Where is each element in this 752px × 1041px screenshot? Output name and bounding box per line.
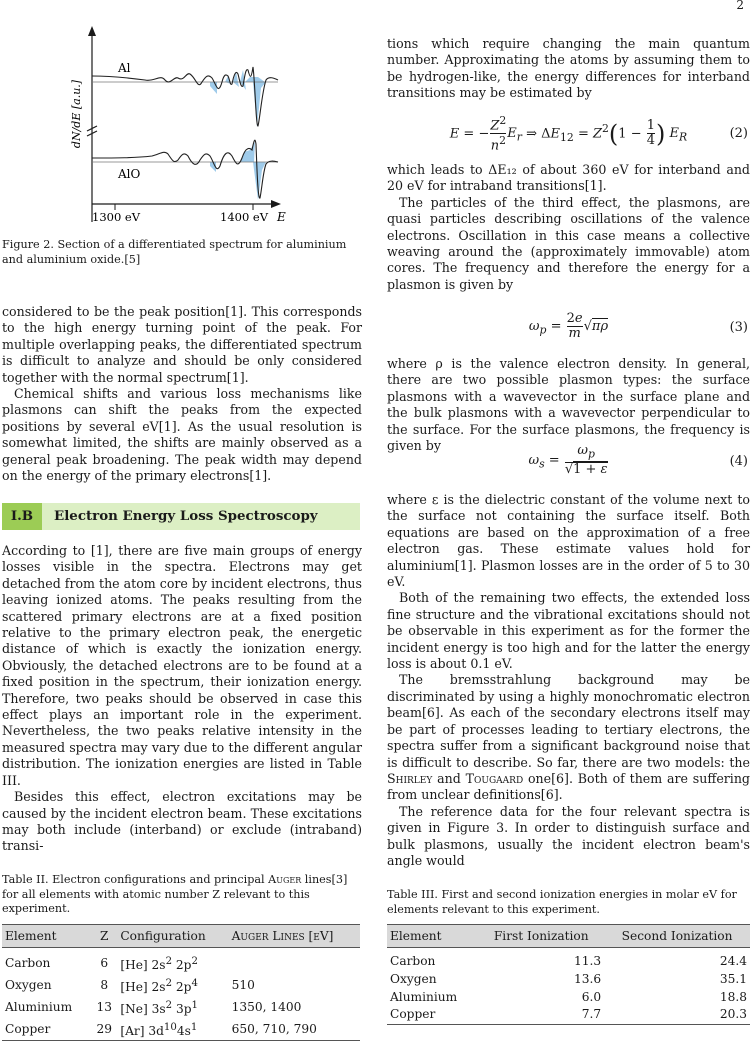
al-spectrum [92, 67, 278, 127]
right-p4: where ρ is the valence electron density. In general, there are two possible plasmon types: the surface plasmons with a wavevector in the surface plane and the bulk plasmons with a wavevector perpendicular to the surface. For the surface plasmons, the frequency is given by [387, 356, 750, 454]
table-row: Carbon 11.3 24.4 [390, 954, 747, 968]
column-header: Second Ionization [604, 925, 750, 948]
column-header: First Ionization [478, 925, 604, 948]
paragraph: According to [1], there are five main groups of energy losses visible in the spectra. Electrons may get detached from the atom core by incident electrons, thus leaving ionized atoms. The peaks resulting from the scattered primary electrons are at a fixed position relative to the primary electron peak, the energetic distance of which is exactly the ionization energy. Obviously, the detached electrons are to be found at a fixed position in the spectrum, their ionization energy. Therefore, two peaks should be observed in case this effect plays an important role in the experiment. Nevertheless, the two peaks relative intensity in the measured spectra may vary due to the different angular distribution. The ionization energies are listed in Table III. [2, 543, 362, 788]
table-row: Aluminium 6.0 18.8 [390, 989, 747, 1004]
table-row: Copper 29 [Ar] $3d^{10}4s^1$ 650, 710, 790 [2, 1019, 360, 1041]
left-column-bottom [2, 543, 362, 855]
equation-number: (3) [729, 320, 748, 335]
section-title: Electron Energy Loss Spectroscopy [54, 508, 318, 524]
column-header: Z [91, 925, 117, 948]
equation-number: (4) [729, 454, 748, 469]
equation-2: E = − $\frac{Z^2}{n^2}$ $E_r$ ⇒ $\Delta E_{12} = Z^2(1$ − $\frac{1}{4}$ ) $E_R$ (2) [449, 114, 748, 154]
column-header: Configuration [117, 925, 228, 948]
page-number: 2 [736, 0, 744, 12]
table-ii [2, 924, 360, 1041]
al-label: Al [118, 61, 131, 75]
table-row: Carbon 6 [He] $2s^2$ $2p^2$ [5, 956, 198, 973]
paragraph: Besides this effect, electron excitations may be caused by the incident electron beam. These excitations may both include (interband) or exclude (intraband) transi- [2, 789, 362, 854]
paragraph: Chemical shifts and various loss mechanisms like plasmons can shift the peaks from the expected positions by several eV[1]. As the usual resolution is somewhat limited, the shifts are mainly observed as a general peak broadening. The peak width may depend on the energy of the primary electrons[1]. [2, 386, 362, 484]
tick-label-1300: 1300 eV [92, 210, 141, 224]
equation-number: (2) [729, 126, 748, 141]
y-axis-label: dN/dE [a.u.] [70, 79, 83, 149]
table-row: Aluminium 13 [Ne] $3s^2$ $3p^1$ 1350, 1400 [5, 999, 302, 1016]
table3-caption: Table III. First and second ionization energies in molar eV for elements relevant to this experiment. [387, 888, 737, 916]
alo-label: AlO [118, 167, 141, 181]
table-iii [387, 924, 750, 1025]
spectrum-figure [60, 22, 300, 230]
column-header: Auger Lines [eV] [229, 925, 360, 948]
table2-caption: Table II. Electron configurations and principal Auger lines[3] for all elements with atomic number Z relevant to this experiment. [2, 873, 348, 916]
figure-caption: Figure 2. Section of a differentiated spectrum for aluminium and aluminium oxide.[5] [2, 238, 347, 266]
table-row: Copper 7.7 20.3 [387, 1006, 750, 1024]
equation-4: $\omega_s$ = $\frac{\omega_p}{√1 + \varepsilon}$ (4) [528, 443, 748, 477]
left-column-top [2, 304, 362, 484]
section-number: I.B [2, 503, 42, 530]
tick-label-1400: 1400 eV [220, 210, 269, 224]
table-row: Oxygen 8 [He] $2s^2$ $2p^4$ 510 [5, 977, 255, 994]
table-row: Oxygen 13.6 35.1 [390, 971, 747, 986]
section-heading [2, 503, 360, 530]
x-axis-label: E [277, 210, 286, 224]
right-p1: tions which require changing the main quantum number. Approximating the atoms by assuming them to be hydrogen-like, the energy differences for interband transitions may be estimated by [387, 36, 750, 101]
right-p2-p3: which leads to ΔE₁₂ of about 360 eV for interband and 20 eV for intraband transitions[1]. The particles of the third effect, the plasmons, are quasi particles describing oscillations of the valence electrons. Oscillation in this case means a collective weaving around the (approximately immovable) atom cores. The frequency and therefore the energy for a plasmon is given by [387, 162, 750, 292]
equation-3: $\omega_p$ = $\frac{2e}{m}$ √πρ (3) [528, 311, 748, 341]
column-header: Element [387, 925, 478, 948]
paragraph: considered to be the peak position[1]. This corresponds to the high energy turning point of the peak. For multiple overlapping peaks, the differentiated spectrum is difficult to analyze and should be only considered together with the normal spectrum[1]. [2, 304, 362, 385]
right-column-body: where ε is the dielectric constant of the volume next to the surface not containing the surface itself. Both equations are based on the approximation of a free electron gas. These estimate values hold for aluminium[1]. Plasmon losses are in the order of 5 to 30 eV. Both of the remaining two effects, the extended loss fine structure and the vibrational excitations should not be observable in this experiment as for the former the incident energy is too high and for the latter the energy loss is about 0.1 eV. The bremsstrahlung background may be discriminated by using a highly monochromatic electron beam[6]. As each of the secondary electrons itself may be part of processes leading to tertiary electrons, the spectra suffer from a significant background noise that is difficult to describe. So far, there are two models: the Shirley and Tougaard one[6]. Both of them are suffering from unclear definitions[6]. The reference data for the four relevant spectra is given in Figure 3. In order to distinguish surface and bulk plasmons, usually the incident electron beam's angle would [387, 492, 750, 868]
column-header: Element [2, 925, 91, 948]
